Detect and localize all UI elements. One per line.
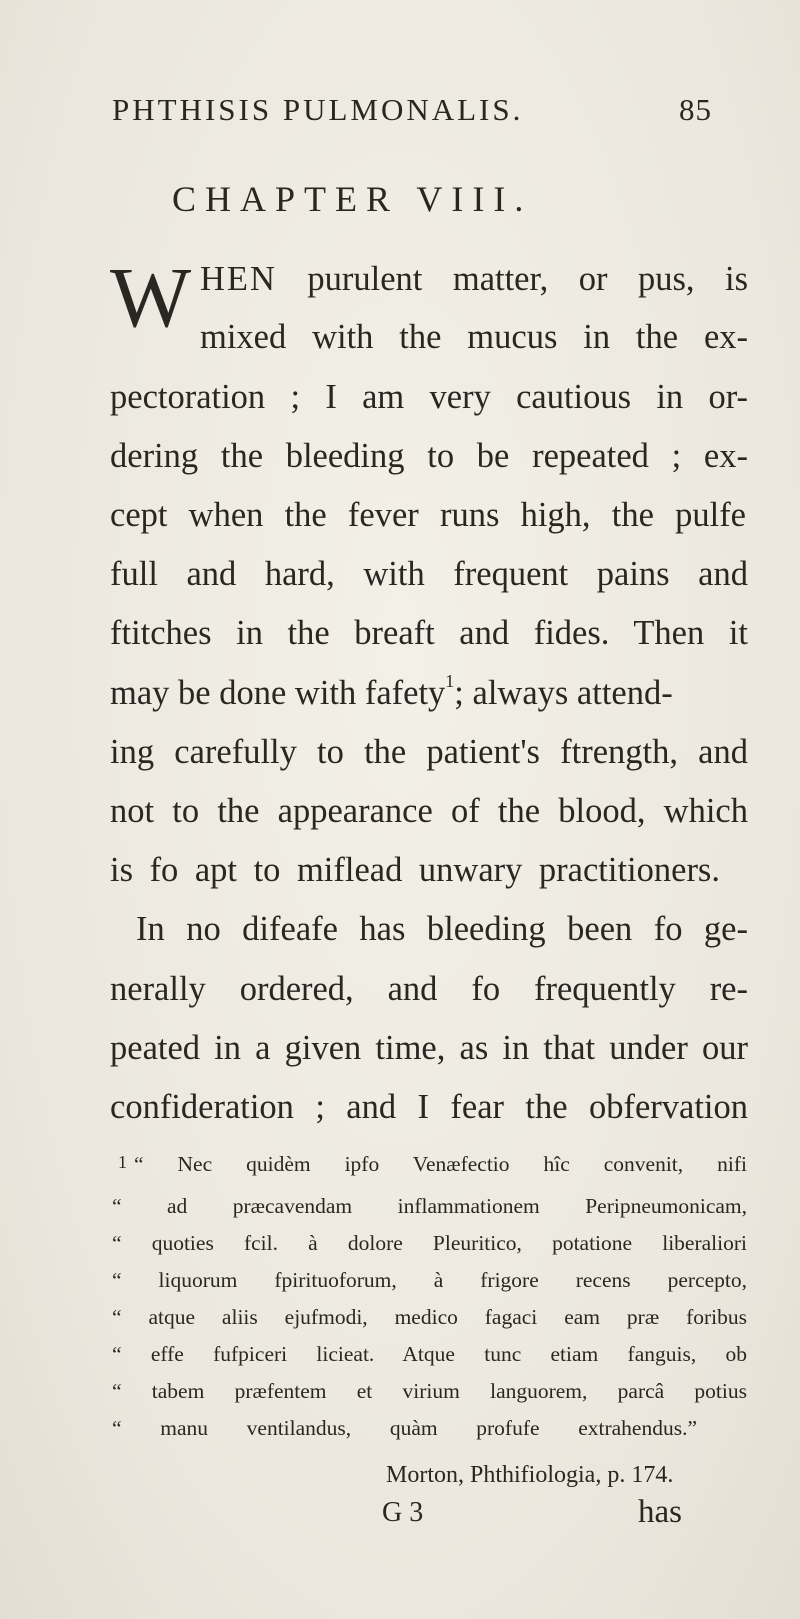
body-line-10: not to the appearance of the blood, which	[110, 792, 748, 830]
footnote-line-6: “ effe fufpiceri licieat. Atque tunc etiam fanguis, ob	[112, 1342, 747, 1366]
body-line-9: ing carefully to the patient's ftrength, and	[110, 733, 748, 771]
running-title: PHTHISIS PULMONALIS.	[112, 92, 524, 127]
footnote-line-5: “ atque aliis ejufmodi, medico fagaci eam præ foribus	[112, 1305, 747, 1329]
running-head	[112, 92, 712, 142]
body-line-2: mixed with the mucus in the ex-	[200, 318, 748, 356]
body-line-1	[200, 262, 748, 297]
footnote-line-2: “ ad præcavendam inflammationem Peripneumonicam,	[112, 1194, 747, 1218]
body-line-15: confideration ; and I fear the obfervation	[110, 1088, 748, 1126]
body-line-3: pectoration ; I am very cautious in or-	[110, 378, 748, 416]
page-number: 85	[679, 92, 712, 127]
body-line-8	[110, 671, 746, 712]
body-line-14: peated in a given time, as in that under our	[110, 1029, 748, 1067]
footnote-line-7: “ tabem præfentem et virium languorem, parcâ potius	[112, 1379, 747, 1403]
footnote-line-3: “ quoties fcil. à dolore Pleuritico, potatione liberaliori	[112, 1231, 747, 1255]
body-line-13: nerally ordered, and fo frequently re-	[110, 970, 748, 1008]
footnote-line-4: “ liquorum fpirituoforum, à frigore recens percepto,	[112, 1268, 747, 1292]
drop-cap: W	[110, 249, 192, 345]
chapter-heading: CHAPTER VIII.	[172, 179, 533, 219]
body-line-8-text-b: ; always attend-	[454, 674, 673, 712]
body-line-12: In no difeafe has bleeding been fo ge-	[136, 910, 748, 948]
footnote-line-1: “ Nec quidèm ipfo Venæfectio hîc convenit, nifi	[134, 1152, 747, 1176]
body-line-6: full and hard, with frequent pains and	[110, 555, 748, 593]
body-line-4: dering the bleeding to be repeated ; ex-	[110, 437, 748, 475]
first-word: HEN	[200, 260, 277, 298]
body-line-11: is fo apt to miflead unwary practitioners.	[110, 851, 720, 889]
signature-mark: G 3	[382, 1497, 424, 1528]
footnote-line-8: “ manu ventilandus, quàm profufe extrahendus.”	[112, 1416, 697, 1440]
footnote-reference[interactable]: 1	[445, 671, 455, 691]
body-line-1-text: purulent matter, or pus, is	[307, 260, 749, 298]
body-line-8-text-a: may be done with fafety	[110, 674, 446, 712]
catchword: has	[638, 1494, 682, 1530]
footnote-citation: Morton, Phthifiologia, p. 174.	[386, 1462, 674, 1488]
body-line-5: cept when the fever runs high, the pulfe	[110, 496, 746, 534]
footnote-marker: 1	[118, 1152, 127, 1172]
body-line-7: ftitches in the breaft and fides. Then it	[110, 614, 748, 652]
